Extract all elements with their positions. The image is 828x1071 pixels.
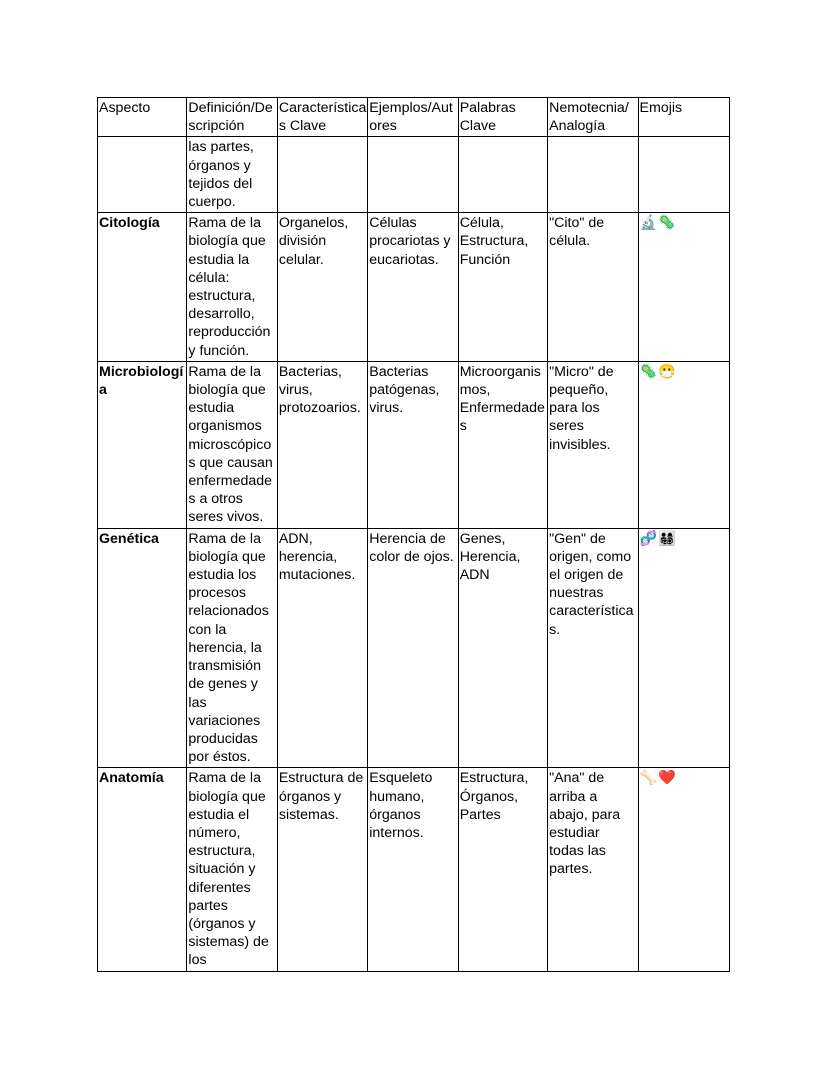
emoji-microbe-mask-icon: 🦠😷 [638,361,729,528]
cell-palabras: Genes, Herencia, ADN [458,528,547,768]
cell-nemotecnia [548,137,638,213]
emoji-microscope-microbe-icon: 🔬🦠 [638,213,729,362]
table-row [98,137,730,213]
cell-aspecto: Citología [98,213,187,362]
header-ejemplos: Ejemplos/Autores [368,98,458,137]
cell-caracteristicas: Estructura de órganos y sistemas. [277,768,367,971]
cell-ejemplos [368,137,458,213]
cell-caracteristicas: ADN, herencia, mutaciones. [277,528,367,768]
cell-palabras: Célula, Estructura, Función [458,213,547,362]
table-row [98,768,730,971]
cell-definicion: Rama de la biología que estudia los procesos relacionados con la herencia, la transmisión de genes y las variaciones producidas por éstos. [187,528,277,768]
cell-aspecto [98,137,187,213]
cell-palabras [458,137,547,213]
biology-branches-table [97,97,730,972]
cell-palabras: Estructura, Órganos, Partes [458,768,547,971]
cell-aspecto: Anatomía [98,768,187,971]
header-palabras: Palabras Clave [458,98,547,137]
emoji-dna-family-icon: 🧬👨‍👩‍👧‍👦 [638,528,729,768]
cell-caracteristicas [277,137,367,213]
cell-aspecto: Microbiología [98,361,187,528]
emoji-bone-heart-icon: 🦴❤️ [638,768,729,971]
cell-definicion: Rama de la biología que estudia la célula: estructura, desarrollo, reproducción y función. [187,213,277,362]
header-aspecto: Aspecto [98,98,187,137]
cell-ejemplos: Bacterias patógenas, virus. [368,361,458,528]
cell-nemotecnia: "Ana" de arriba a abajo, para estudiar todas las partes. [548,768,638,971]
cell-nemotecnia: "Micro" de pequeño, para los seres invisibles. [548,361,638,528]
header-emojis: Emojis [638,98,729,137]
cell-ejemplos: Células procariotas y eucariotas. [368,213,458,362]
header-row [98,98,730,137]
table-row [98,361,730,528]
table-row [98,213,730,362]
cell-nemotecnia: "Gen" de origen, como el origen de nuestras características. [548,528,638,768]
cell-aspecto: Genética [98,528,187,768]
cell-definicion: Rama de la biología que estudia el número, estructura, situación y diferentes partes (órganos y sistemas) de los [187,768,277,971]
cell-emojis [638,137,729,213]
cell-ejemplos: Esqueleto humano, órganos internos. [368,768,458,971]
cell-definicion: las partes, órganos y tejidos del cuerpo. [187,137,277,213]
cell-definicion: Rama de la biología que estudia organismos microscópicos que causan enfermedades a otros seres vivos. [187,361,277,528]
table-row [98,528,730,768]
cell-palabras: Microorganismos, Enfermedades [458,361,547,528]
header-nemotecnia: Nemotecnia/ Analogía [548,98,638,137]
document-page [97,97,730,972]
cell-caracteristicas: Organelos, división celular. [277,213,367,362]
header-caracteristicas: Características Clave [277,98,367,137]
cell-ejemplos: Herencia de color de ojos. [368,528,458,768]
header-definicion: Definición/Descripción [187,98,277,137]
cell-caracteristicas: Bacterias, virus, protozoarios. [277,361,367,528]
cell-nemotecnia: "Cito" de célula. [548,213,638,362]
